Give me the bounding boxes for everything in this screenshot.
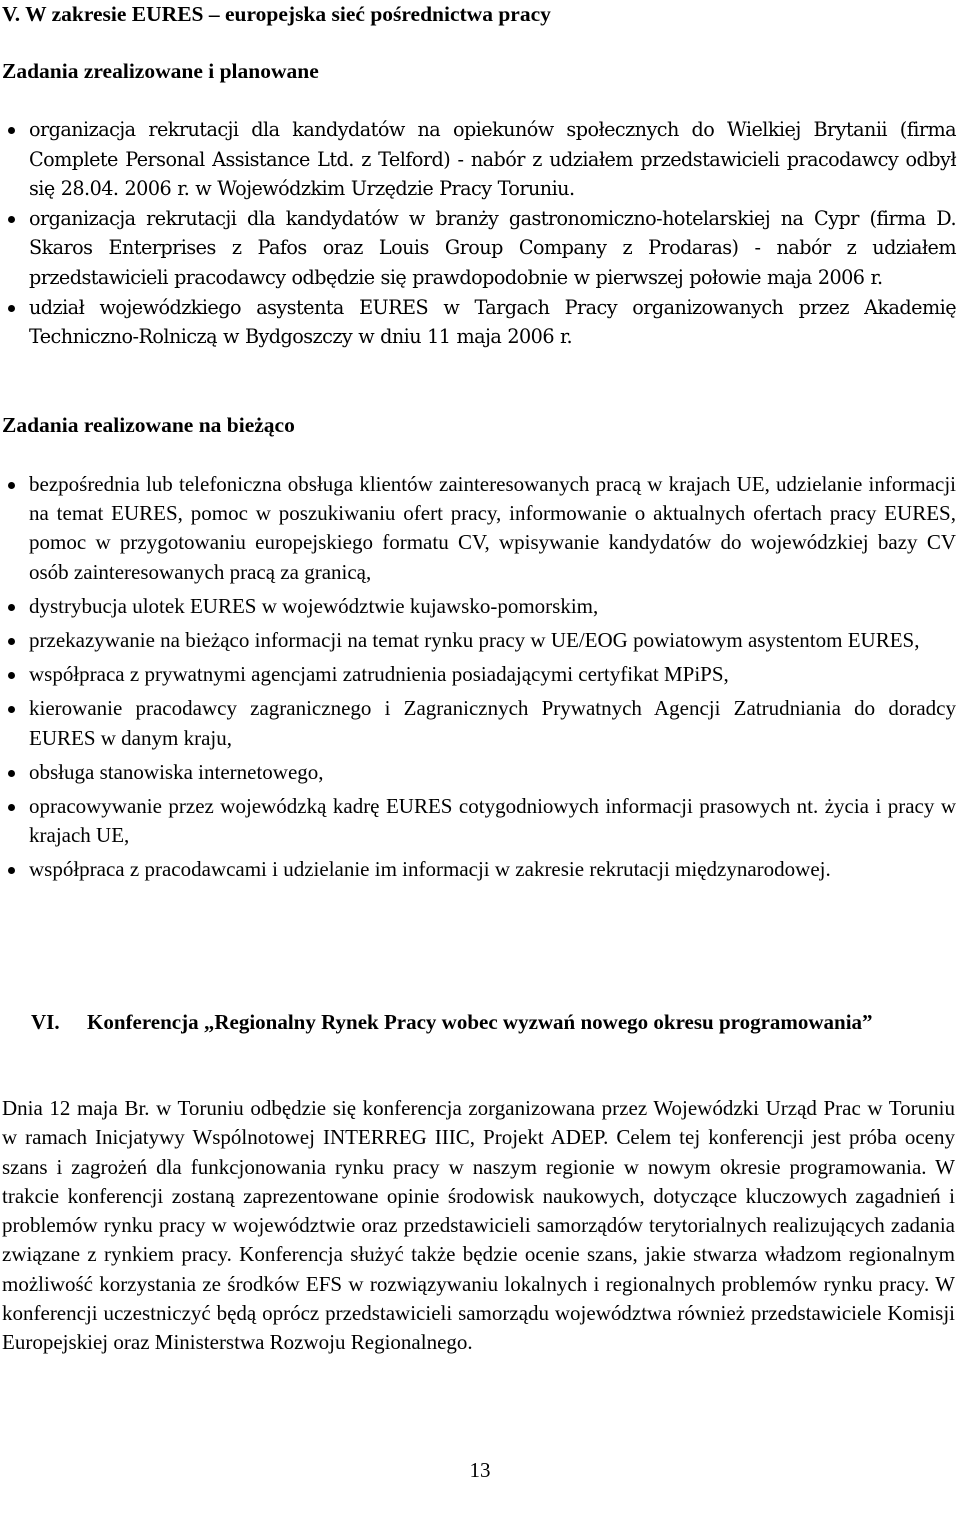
section-title: V. W zakresie EURES – europejska sieć pośrednictwa pracy	[2, 2, 551, 26]
completed-tasks-list	[0, 115, 956, 352]
ongoing-tasks-heading: Zadania realizowane na bieżąco	[2, 413, 295, 437]
conference-paragraph: Dnia 12 maja Br. w Toruniu odbędzie się konferencja zorganizowana przez Wojewódzki Urząd Prac w Toruniu w ramach Inicjatywy Wspólnotowej INTERREG IIIC, Projekt ADEP. Celem tej konferencji jest próba oceny szans i zagrożeń dla funkcjonowania rynku pracy w naszym regionie w nowym okresie programowania. W trakcie konferencji zostaną zaprezentowane opinie środowisk naukowych, dotyczące kluczowych zagadnień i problemów rynku pracy w województwie oraz przedstawicieli samorządów terytorialnych realizujących zadania związane z rynkiem pracy. Konferencja służyć także będzie ocenie szans, jakie stwarza władzom regionalnym możliwość korzystania ze środków EFS w rozwiązywaniu lokalnych i regionalnych problemów rynku pracy. W konferencji uczestniczyć będą oprócz przedstawicieli samorządu województwa również przedstawiciele Komisji Europejskiej oraz Ministerstwa Rozwoju Regionalnego.	[2, 1096, 955, 1355]
list-item: organizacja rekrutacji dla kandydatów na opiekunów społecznych do Wielkiej Brytanii (firma Complete Personal Assistance Ltd. z Telford) - nabór z udziałem przedstawicieli pracodawcy odbył się 28.04. 2006 r. w Wojewódzkim Urzędzie Pracy Toruniu.	[0, 115, 956, 204]
list-item: opracowywanie przez wojewódzką kadrę EURES cotygodniowych informacji prasowych nt. życia i pracy w krajach UE,	[0, 792, 956, 850]
list-item: przekazywanie na bieżąco informacji na temat rynku pracy w UE/EOG powiatowym asystentom EURES,	[0, 626, 956, 655]
ongoing-tasks-list	[0, 470, 956, 890]
list-item: kierowanie pracodawcy zagranicznego i Zagranicznych Prywatnych Agencji Zatrudniania do doradcy EURES w danym kraju,	[0, 694, 956, 752]
section-vi-heading	[31, 1008, 960, 1037]
list-item: dystrybucja ulotek EURES w województwie kujawsko-pomorskim,	[0, 592, 956, 621]
list-item: udział wojewódzkiego asystenta EURES w Targach Pracy organizowanych przez Akademię Techniczno-Rolniczą w Bydgoszczy w dniu 11 maja 2006 r.	[0, 293, 956, 352]
section-vi-number: VI.	[31, 1010, 60, 1034]
list-item: organizacja rekrutacji dla kandydatów w branży gastronomiczno-hotelarskiej na Cypr (firma D. Skaros Enterprises z Pafos oraz Louis Group Company z Prodaras) - nabór z udziałem przedstawicieli pracodawcy odbędzie się prawdopodobnie w pierwszej połowie maja 2006 r.	[0, 204, 956, 293]
list-item: współpraca z prywatnymi agencjami zatrudnienia posiadającymi certyfikat MPiPS,	[0, 660, 956, 689]
list-item: bezpośrednia lub telefoniczna obsługa klientów zainteresowanych pracą w krajach UE, udzielanie informacji na temat EURES, pomoc w poszukiwaniu ofert pracy, informowanie o aktualnych ofertach pracy EURES, pomoc w przygotowaniu europejskiego formatu CV, wpisywanie kandydatów do wojewódzkiej bazy CV osób zainteresowanych pracą za granicą,	[0, 470, 956, 587]
page-number: 13	[469, 1458, 491, 1482]
completed-tasks-heading: Zadania zrealizowane i planowane	[2, 59, 319, 83]
list-item: obsługa stanowiska internetowego,	[0, 758, 956, 787]
list-item: współpraca z pracodawcami i udzielanie im informacji w zakresie rekrutacji międzynarodowej.	[0, 855, 956, 884]
section-vi-title: Konferencja „Regionalny Rynek Pracy wobec wyzwań nowego okresu programowania”	[87, 1010, 873, 1034]
